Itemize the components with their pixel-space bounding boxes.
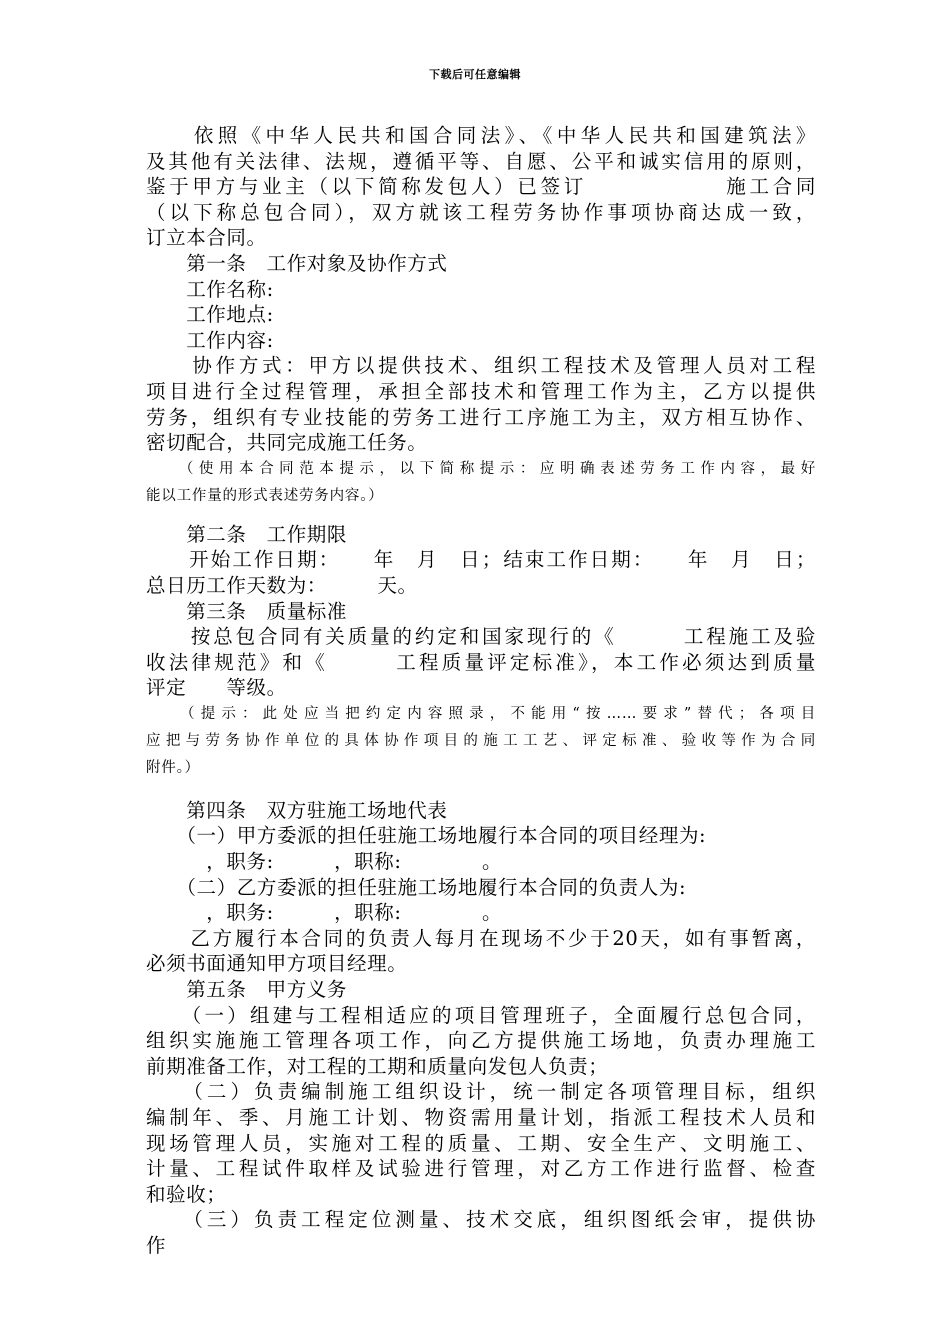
text-line: 及其他有关法律、法规，遵循平等、自愿、公平和诚实信用的原则， bbox=[146, 149, 816, 173]
text-line: 协作方式：甲方以提供技术、组织工程技术及管理人员对工程 bbox=[146, 354, 816, 378]
text-line: （三）负责工程定位测量、技术交底，组织图纸会审，提供协 bbox=[146, 1208, 816, 1232]
article-heading: 第五条 甲方义务 bbox=[146, 978, 348, 1002]
text-line: 作 bbox=[146, 1233, 167, 1257]
text-line: 乙方履行本合同的负责人每月在现场不少于20天，如有事暂离， bbox=[146, 926, 816, 950]
articles-2-3 bbox=[146, 522, 816, 701]
text-line: 计量、工程试件取样及试验进行管理，对乙方工作进行监督、检查 bbox=[146, 1157, 816, 1181]
text-line: 编制年、季、月施工计划、物资需用量计划，指派工程技术人员和 bbox=[146, 1106, 816, 1129]
text-line: 鉴于甲方与业主（以下简称发包人）已签订 施工合同 bbox=[146, 175, 816, 199]
text-line: 收法律规范》和《 工程质量评定标准》，本工作必须达到质量 bbox=[146, 650, 816, 674]
note-2 bbox=[146, 701, 816, 782]
article-heading: 第三条 质量标准 bbox=[146, 599, 348, 623]
text-line: 依照《中华人民共和国合同法》、《中华人民共和国建筑法》 bbox=[146, 124, 816, 147]
spacer bbox=[146, 510, 816, 522]
text-line: 劳务，组织有专业技能的劳务工进行工序施工为主，双方相互协作、 bbox=[146, 405, 816, 429]
note-line: 附件。） bbox=[146, 759, 200, 776]
text-line: 项目进行全过程管理，承担全部技术和管理工作为主，乙方以提供 bbox=[146, 379, 816, 403]
text-line: 评定 等级。 bbox=[146, 676, 287, 700]
note-line: （使用本合同范本提示，以下简称提示：应明确表述劳务工作内容，最好 bbox=[146, 460, 816, 477]
text-line: ，职务: ，职称: 。 bbox=[146, 850, 503, 874]
note-line: 能以工作量的形式表述劳务内容。） bbox=[146, 487, 384, 504]
spacer bbox=[146, 782, 816, 798]
field-label: 工作名称: bbox=[146, 277, 274, 301]
text-line: 现场管理人员，实施对工程的质量、工期、安全生产、文明施工、 bbox=[146, 1131, 816, 1155]
page-header: 下载后可任意编辑 bbox=[429, 68, 521, 81]
field-label: 工作地点: bbox=[146, 303, 274, 327]
field-label: 工作内容: bbox=[146, 328, 274, 352]
text-line: 按总包合同有关质量的约定和国家现行的《 工程施工及验 bbox=[146, 625, 816, 649]
article-heading: 第四条 双方驻施工场地代表 bbox=[146, 798, 448, 822]
note-line: （提示：此处应当把约定内容照录，不能用“按……要求”替代；各项目 bbox=[146, 705, 816, 722]
article-heading: 第一条 工作对象及协作方式 bbox=[146, 251, 448, 275]
note-line: 应把与劳务协作单位的具体协作项目的施工工艺、评定标准、验收等作为合同 bbox=[146, 732, 816, 749]
text-line: （一）组建与工程相适应的项目管理班子，全面履行总包合同， bbox=[146, 1003, 816, 1027]
article-heading: 第二条 工作期限 bbox=[146, 522, 348, 546]
text-line: 订立本合同。 bbox=[146, 226, 267, 250]
text-line: （二）负责编制施工组织设计，统一制定各项管理目标，组织 bbox=[146, 1080, 816, 1104]
text-line: 密切配合，共同完成施工任务。 bbox=[146, 431, 428, 455]
text-line: 总日历工作天数为： 天。 bbox=[146, 573, 418, 597]
note-1 bbox=[146, 456, 816, 510]
text-line: 必须书面通知甲方项目经理。 bbox=[146, 952, 408, 976]
text-line: （二）乙方委派的担任驻施工场地履行本合同的负责人为: bbox=[146, 875, 687, 899]
text-line: （以下称总包合同），双方就该工程劳务协作事项协商达成一致， bbox=[146, 200, 816, 224]
intro-paragraph bbox=[146, 123, 816, 251]
contract-body bbox=[146, 123, 816, 1259]
text-line: （一）甲方委派的担任驻施工场地履行本合同的项目经理为: bbox=[146, 824, 707, 848]
article-1 bbox=[146, 251, 816, 456]
text-line: 开始工作日期： 年 月 日；结束工作日期： 年 月 日； bbox=[146, 548, 816, 572]
text-line: 前期准备工作，对工程的工期和质量向发包人负责； bbox=[146, 1054, 609, 1078]
text-line: ，职务: ，职称: 。 bbox=[146, 901, 503, 925]
text-line: 组织实施施工管理各项工作，向乙方提供施工场地，负责办理施工 bbox=[146, 1029, 816, 1053]
articles-4-5 bbox=[146, 798, 816, 1259]
text-line: 和验收； bbox=[146, 1182, 227, 1206]
